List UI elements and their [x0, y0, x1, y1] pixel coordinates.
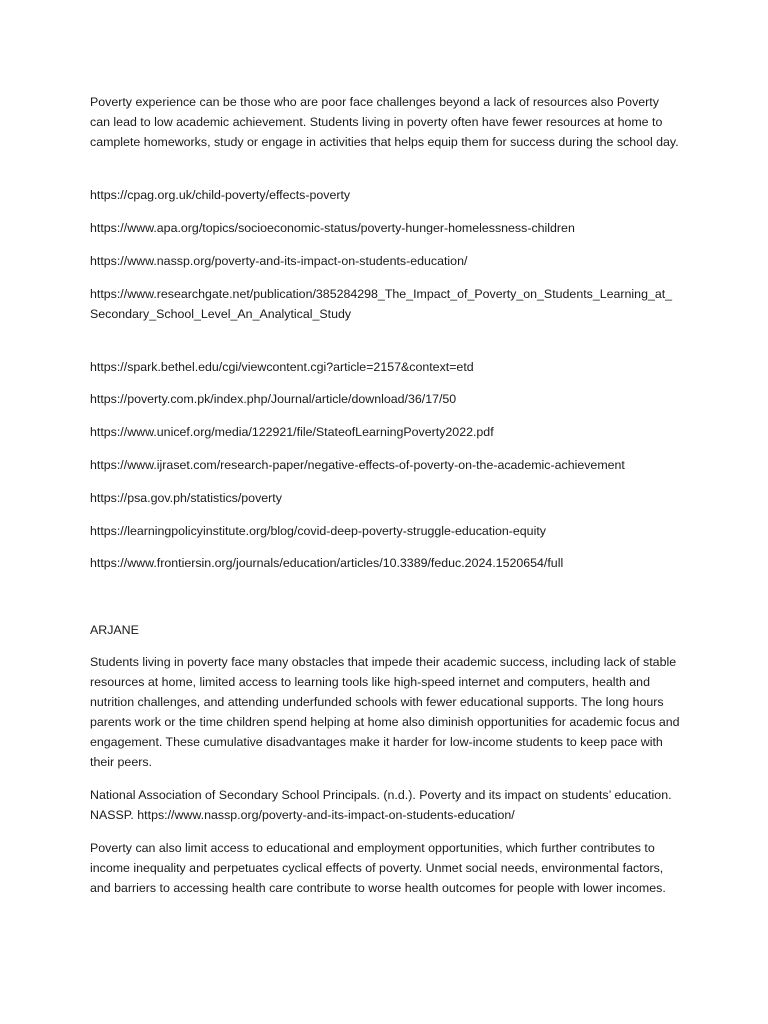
reference-link[interactable]: https://poverty.com.pk/index.php/Journal/article/download/36/17/50 — [90, 392, 457, 406]
reference-link[interactable]: https://www.nassp.org/poverty-and-its-impact-on-students-education/ — [90, 254, 468, 268]
body-paragraph: Students living in poverty face many obstacles that impede their academic success, including lack of stable resources at home, limited access to learning tools like high-speed internet and computers, health and nutrition challenges, and attending underfunded schools with fewer educational supports. The long hours parents work or the time children spend helping at home also diminish opportunities for academic focus and engagement. These cumulative disadvantages make it harder for low-income students to keep pace with their peers. — [90, 655, 680, 769]
reference-link[interactable]: https://www.frontiersin.org/journals/education/articles/10.3389/feduc.2024.1520654/full — [90, 556, 564, 570]
reference-link[interactable]: https://www.unicef.org/media/122921/file/StateofLearningPoverty2022.pdf — [90, 425, 494, 439]
reference-link[interactable]: https://www.ijraset.com/research-paper/negative-effects-of-poverty-on-the-academic-achievement — [90, 458, 625, 472]
reference-link[interactable]: https://psa.gov.ph/statistics/poverty — [90, 491, 282, 505]
reference-link[interactable]: https://www.researchgate.net/publication/385284298_The_Impact_of_Poverty_on_Students_Learning_at_Secondary_School_Level_An_Analytical_Study — [90, 287, 673, 321]
intro-paragraph: Poverty experience can be those who are poor face challenges beyond a lack of resources also Poverty can lead to low academic achievement. Students living in poverty often have fewer resources at home to camplete homeworks, study or engage in activities that helps equip them for success during the school day. — [90, 95, 679, 149]
author-heading: ARJANE — [90, 623, 139, 637]
reference-link[interactable]: https://cpag.org.uk/child-poverty/effects-poverty — [90, 188, 351, 202]
reference-link[interactable]: https://learningpolicyinstitute.org/blog/covid-deep-poverty-struggle-education-equity — [90, 524, 546, 538]
reference-link[interactable]: https://spark.bethel.edu/cgi/viewcontent.cgi?article=2157&context=etd — [90, 360, 474, 374]
reference-link[interactable]: https://www.apa.org/topics/socioeconomic-status/poverty-hunger-homelessness-children — [90, 221, 575, 235]
citation-paragraph: National Association of Secondary School Principals. (n.d.). Poverty and its impact on students’ education. NASSP. https://www.nassp.org/poverty-and-its-impact-on-students-education/ — [90, 788, 672, 822]
body-paragraph: Poverty can also limit access to educational and employment opportunities, which further contributes to income inequality and perpetuates cyclical effects of poverty. Unmet social needs, environmental factors, and barriers to accessing health care contribute to worse health outcomes for people with lower incomes. — [90, 841, 666, 895]
